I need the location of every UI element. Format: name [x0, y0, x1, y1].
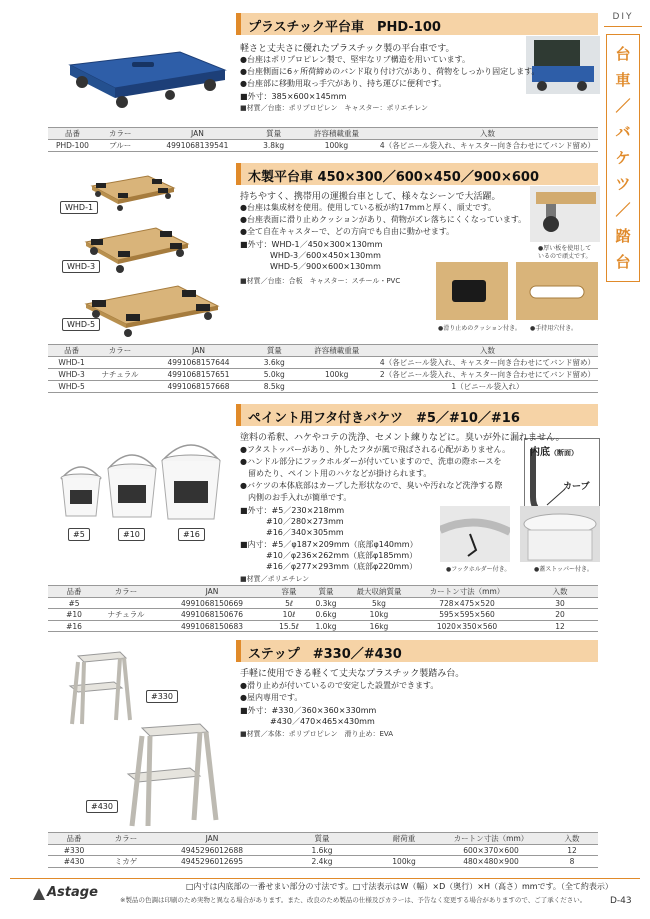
lead-text: 軽さと丈夫さに優れたプラスチック製の平台車です。: [240, 44, 455, 54]
col-header: カラー: [95, 345, 145, 357]
footer-note: □内寸は内底部の一番せまい部分の寸法です。□寸法表示はW（幅）×D（奥行）×H（高さ）mmです。（全て約表示）: [186, 882, 613, 891]
table-row: [48, 140, 598, 152]
table-cell: 4（各ビニール袋入れ、キャスター向き合わせにてバンド留め）: [377, 140, 598, 152]
col-header: 入数: [546, 833, 598, 845]
table-cell: 728×475×520: [412, 598, 522, 609]
sidebar-char: ／: [615, 200, 631, 219]
col-header: JAN: [152, 833, 272, 845]
table-cell: PHD-100: [48, 140, 97, 152]
col-header: JAN: [145, 345, 252, 357]
material-text: ■材質／台座：ポリプロピレン キャスター：ポリエチレン: [240, 104, 428, 112]
table-cell: 1.6kg: [272, 845, 372, 856]
spec-text: ■外寸：#330／360×360×330mm: [240, 706, 377, 715]
section-header-bucket: [236, 404, 598, 426]
col-header: 入数: [377, 345, 598, 357]
col-header: カラー: [100, 586, 152, 598]
table-cell: 4991068150676: [152, 609, 272, 621]
col-header: カラー: [97, 128, 144, 140]
sidebar-char: 車: [615, 70, 631, 89]
logo-mark-icon: [32, 887, 46, 901]
col-header: 質量: [251, 128, 296, 140]
col-header: カートン寸法（mm）: [436, 833, 546, 845]
bucket-16-image: [158, 437, 224, 523]
col-header: 品番: [48, 586, 100, 598]
bullet-text: 内側のお手入れが簡単です。: [240, 493, 352, 502]
model-tag: #16: [178, 528, 205, 541]
model-tag: #5: [68, 528, 90, 541]
table-cell: 4991068139541: [143, 140, 251, 152]
bullet-text: ●台座部に移動用取っ手穴があり、持ち運びに便利です。: [240, 79, 447, 88]
table-cell: 1（ビニール袋入れ）: [377, 381, 598, 393]
table-cell: 10ℓ: [272, 609, 306, 621]
table-cell: [100, 598, 152, 609]
model-tag: #10: [118, 528, 145, 541]
caption: ●蓋ストッパー付き。: [534, 566, 593, 573]
brand-logo: Astage: [47, 885, 98, 900]
table-cell: 4991068150669: [152, 598, 272, 609]
section-header-plastic-cart: [236, 13, 598, 35]
spec-text: #16／φ277×293mm（底部φ220mm）: [266, 562, 418, 571]
diagram-label-sub: （断面）: [550, 449, 578, 457]
spec-text: #10／280×273mm: [266, 517, 344, 526]
table-cell: 4945296012688: [152, 845, 272, 856]
table-cell: 0.6kg: [306, 609, 346, 621]
bucket-10-image: [104, 447, 160, 521]
table-cell: 16kg: [346, 621, 412, 632]
col-header: 容量: [272, 586, 306, 598]
col-header: 許容積載重量: [296, 345, 376, 357]
sidebar-char: 台: [615, 44, 631, 63]
table-row: [48, 357, 598, 369]
spec-table-bucket: [48, 585, 598, 632]
col-header: 質量: [306, 586, 346, 598]
spec-text: WHD-5／900×600×130mm: [270, 262, 381, 271]
table-cell: WHD-3: [48, 369, 95, 381]
sidebar-category: [606, 34, 640, 282]
bullet-text: ●滑り止めが付いているので安定した設置ができます。: [240, 681, 439, 690]
table-cell: [372, 845, 436, 856]
spec-text: #10／φ236×262mm（底部φ185mm）: [266, 551, 418, 560]
page-number: D-43: [610, 896, 632, 906]
footer-disclaimer: ※製品の色調は印刷のため実物と異なる場合があります。また、改良のため製品の仕様及びカラーは、予告なく変更する場合がありますので、ご了承ください。: [120, 896, 587, 904]
caption: ●フックホルダー付き。: [446, 566, 511, 573]
section-title: ペイント用フタ付きバケツ #5／#10／#16: [248, 411, 520, 426]
bullet-text: 留めたり、ペイント用のハケなどが掛けられます。: [240, 469, 432, 478]
table-row: [48, 609, 598, 621]
lid-stopper-image: [520, 506, 600, 562]
table-cell: 100kg: [372, 856, 436, 868]
hook-holder-image: [440, 506, 510, 562]
table-cell: 1020×350×560: [412, 621, 522, 632]
spec-text: ■外寸：385×600×145mm: [240, 92, 347, 101]
table-cell: ナチュラル: [95, 369, 145, 381]
table-row: [48, 369, 598, 381]
footer-divider: [10, 878, 640, 879]
table-cell: 4991068157651: [145, 369, 252, 381]
table-cell: 2.4kg: [272, 856, 372, 868]
table-row: [48, 381, 598, 393]
bullet-text: ●フタストッパーがあり、外したフタが風で飛ばされる心配がありません。: [240, 445, 511, 454]
table-cell: 0.3kg: [306, 598, 346, 609]
table-cell: 30: [522, 598, 598, 609]
table-cell: #5: [48, 598, 100, 609]
model-tag: #330: [146, 690, 178, 703]
table-cell: 12: [522, 621, 598, 632]
table-cell: 4991068157644: [145, 357, 252, 369]
table-cell: 3.8kg: [251, 140, 296, 152]
spec-text: ■外寸：#5／230×218mm: [240, 506, 345, 515]
section-header-wood-cart: [236, 163, 598, 185]
thick-board-image: [530, 186, 600, 242]
bullet-text: ●台座表面に滑り止めクッションがあり、荷物がズレ落ちにくくなっています。: [240, 215, 527, 224]
model-tag: WHD-1: [60, 201, 98, 214]
sidebar-char: ツ: [615, 174, 631, 193]
table-cell: 15.5ℓ: [272, 621, 306, 632]
table-cell: [296, 357, 376, 369]
diagram-label: [530, 443, 578, 458]
lead-text: 塗料の希釈、ハケやコテの洗浄、セメント練りなどに。臭いが外に漏れません。: [240, 433, 565, 443]
spec-text: ■外寸：WHD-1／450×300×130mm: [240, 240, 383, 249]
bullet-text: ●全て自在キャスターで、どの方向でも自由に動かせます。: [240, 227, 455, 236]
table-cell: ブルー: [97, 140, 144, 152]
table-cell: 1.0kg: [306, 621, 346, 632]
bullet-text: ●台座は集成材を使用。使用している板が約17mmと厚く、頑丈です。: [240, 203, 496, 212]
sidebar-char: ケ: [615, 148, 631, 167]
table-cell: 480×480×900: [436, 856, 546, 868]
col-header: JAN: [152, 586, 272, 598]
spec-text: WHD-3／600×450×130mm: [270, 251, 381, 260]
table-row: [48, 598, 598, 609]
caption: ●厚い板を使用して: [538, 245, 592, 252]
lead-text: 手軽に使用できる軽くて丈夫なプラスチック製踏み台。: [240, 669, 465, 679]
wood-cart-large-image: [82, 280, 222, 338]
table-cell: [296, 381, 376, 393]
sidebar-char: バ: [615, 122, 631, 141]
section-title: ステップ #330／#430: [248, 647, 402, 662]
step-430-image: [120, 720, 224, 830]
bullet-text: ●台座はポリプロピレン製で、堅牢なリブ構造を用いています。: [240, 55, 470, 64]
caption: いるので頑丈です。: [538, 253, 592, 260]
table-cell: [100, 621, 152, 632]
col-header: カートン寸法（mm）: [412, 586, 522, 598]
col-header: 品番: [48, 128, 97, 140]
spec-text: ■内寸：#5／φ187×209mm（底部φ140mm）: [240, 540, 418, 549]
material-text: ■材質／ポリエチレン: [240, 575, 310, 583]
cushion-image: [436, 262, 508, 320]
bullet-text: ●ハンドル部分にフックホルダーが付いていますので、洗車の際ホースを: [240, 457, 502, 466]
table-cell: 8: [546, 856, 598, 868]
table-cell: ナチュラル: [100, 609, 152, 621]
table-cell: 100kg: [296, 369, 376, 381]
col-header: JAN: [143, 128, 251, 140]
table-cell: 595×595×560: [412, 609, 522, 621]
table-cell: 4（各ビニール袋入れ、キャスター向き合わせにてバンド留め）: [377, 357, 598, 369]
table-cell: 5.0kg: [252, 369, 296, 381]
diagram-label-curve: カーブ: [563, 482, 590, 492]
lead-text: 持ちやすく、携帯用の運搬台車として、様々なシーンで大活躍。: [240, 192, 501, 202]
table-row: [48, 856, 598, 868]
table-cell: 8.5kg: [252, 381, 296, 393]
section-header-step: [236, 640, 598, 662]
table-row: [48, 845, 598, 856]
table-cell: 5kg: [346, 598, 412, 609]
col-header: 入数: [377, 128, 598, 140]
sidebar-char: ／: [615, 96, 631, 115]
col-header: 品番: [48, 833, 100, 845]
col-header: 最大収納質量: [346, 586, 412, 598]
bullet-text: ●バケツの本体底部はカーブした形状なので、臭いや汚れなど洗浄する際: [240, 481, 503, 490]
table-cell: 100kg: [296, 140, 377, 152]
wood-cart-small-image: [88, 170, 178, 212]
sidebar-diy-label: DIY: [612, 12, 634, 22]
col-header: 質量: [272, 833, 372, 845]
table-cell: #330: [48, 845, 100, 856]
col-header: カラー: [100, 833, 152, 845]
spec-text: #16／340×305mm: [266, 528, 344, 537]
caption: ●滑り止めのクッション付き。: [438, 325, 521, 332]
model-tag: WHD-3: [62, 260, 100, 273]
model-tag: WHD-5: [62, 318, 100, 331]
section-title: プラスチック平台車 PHD-100: [248, 20, 441, 35]
table-cell: [95, 381, 145, 393]
step-330-image: [64, 648, 138, 728]
table-cell: WHD-5: [48, 381, 95, 393]
col-header: 入数: [522, 586, 598, 598]
table-cell: WHD-1: [48, 357, 95, 369]
table-cell: 12: [546, 845, 598, 856]
col-header: 品番: [48, 345, 95, 357]
diagram-label-main: 内底: [530, 447, 550, 458]
sidebar-divider: [604, 26, 642, 27]
spec-text: #430／470×465×430mm: [270, 717, 375, 726]
sidebar-char: 踏: [615, 226, 631, 245]
model-tag: #430: [86, 800, 118, 813]
table-cell: 3.6kg: [252, 357, 296, 369]
table-cell: 4945296012695: [152, 856, 272, 868]
table-cell: 4991068150683: [152, 621, 272, 632]
table-cell: #10: [48, 609, 100, 621]
sidebar-char: 台: [615, 252, 631, 271]
table-cell: 600×370×600: [436, 845, 546, 856]
table-cell: #430: [48, 856, 100, 868]
material-text: ■材質／本体：ポリプロピレン 滑り止め：EVA: [240, 730, 393, 738]
table-row: [48, 621, 598, 632]
table-cell: #16: [48, 621, 100, 632]
spec-table-wood-cart: [48, 344, 598, 393]
table-cell: 2（各ビニール袋入れ、キャスター向き合わせにてバンド留め）: [377, 369, 598, 381]
bullet-text: ●台座側面に6ヶ所荷締めのバンド取り付け穴があり、荷物をしっかり固定します。: [240, 67, 540, 76]
bucket-5-image: [58, 460, 104, 520]
col-header: 質量: [252, 345, 296, 357]
section-title: 木製平台車 450×300／600×450／900×600: [248, 170, 540, 185]
table-cell: 20: [522, 609, 598, 621]
caption: ●手持用穴付き。: [530, 325, 577, 332]
table-cell: ミカゲ: [100, 856, 152, 868]
spec-table-plastic-cart: [48, 127, 598, 152]
material-text: ■材質／台座：合板 キャスター：スチール・PVC: [240, 277, 401, 285]
table-cell: [100, 845, 152, 856]
table-cell: [95, 357, 145, 369]
table-cell: 4991068157668: [145, 381, 252, 393]
cart-loaded-image: [526, 36, 600, 94]
col-header: 耐荷重: [372, 833, 436, 845]
handle-hole-image: [516, 262, 598, 320]
table-cell: 10kg: [346, 609, 412, 621]
bullet-text: ●屋内専用です。: [240, 693, 303, 702]
table-cell: 5ℓ: [272, 598, 306, 609]
spec-table-step: [48, 832, 598, 868]
col-header: 許容積載重量: [296, 128, 377, 140]
plastic-cart-image: [60, 40, 230, 110]
